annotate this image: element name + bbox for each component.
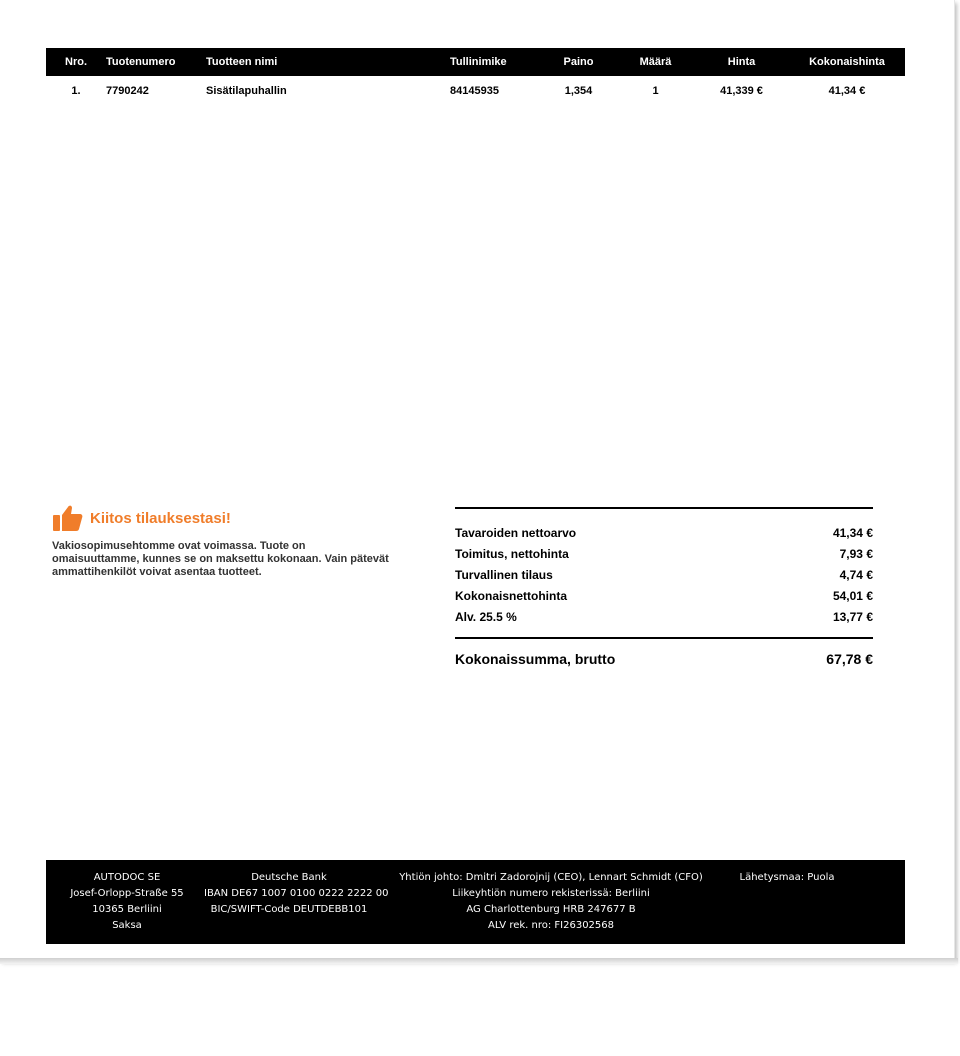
col-header-product-number: Tuotenumero — [106, 48, 206, 76]
page-shadow — [0, 958, 958, 964]
grand-total-label: Kokonaissumma, brutto — [455, 650, 616, 667]
totals-row — [455, 565, 873, 586]
footer-line: Liikeyhtiön numero rekisterissä: Berliini — [452, 888, 650, 899]
table-row — [46, 76, 905, 106]
footer-line: Yhtiön johto: Dmitri Zadorojnij (CEO), Lennart Schmidt (CFO) — [399, 872, 703, 883]
totals-value: 13,77 € — [832, 609, 873, 624]
footer-line: Lähetysmaa: Puola — [739, 872, 835, 883]
totals-row — [455, 544, 873, 565]
footer-company-info — [62, 870, 192, 934]
footer-management-info — [386, 870, 716, 934]
invoice-footer — [46, 860, 905, 944]
table-header-row — [46, 48, 905, 76]
cell-total-price: 41,34 € — [828, 85, 866, 97]
cell-price: 41,339 € — [720, 85, 763, 97]
totals-row — [455, 523, 873, 544]
items-table — [46, 48, 905, 106]
totals-value: 4,74 € — [839, 567, 873, 582]
col-header-price: Hinta — [694, 48, 789, 76]
totals-label: Tavaroiden nettoarvo — [455, 526, 577, 541]
cell-quantity: 1 — [652, 85, 659, 97]
footer-line: Deutsche Bank — [251, 872, 327, 883]
thank-you-header — [52, 503, 392, 533]
cell-customs-code: 84145935 — [450, 85, 499, 97]
grand-total-value: 67,78 € — [826, 650, 873, 667]
totals-summary — [455, 507, 873, 669]
thank-you-title: Kiitos tilauksestasi! — [90, 509, 231, 527]
totals-row — [455, 606, 873, 627]
thumbs-up-icon — [52, 503, 84, 533]
footer-line: Saksa — [112, 920, 142, 931]
footer-line: BIC/SWIFT-Code DEUTDEBB101 — [210, 904, 368, 915]
thank-you-block — [52, 503, 392, 579]
cell-product-name: Sisätilapuhallin — [206, 85, 287, 97]
totals-value: 54,01 € — [832, 588, 873, 603]
totals-label: Turvallinen tilaus — [455, 567, 553, 582]
totals-value: 7,93 € — [839, 547, 873, 562]
footer-line: IBAN DE67 1007 0100 0222 2222 00 — [204, 888, 389, 899]
divider — [455, 637, 873, 639]
footer-line: Josef-Orlopp-Straße 55 — [70, 888, 184, 899]
grand-total-row — [455, 649, 873, 669]
col-header-customs-code: Tullinimike — [450, 48, 540, 76]
footer-bank-info — [204, 870, 389, 918]
footer-shipping-country — [732, 870, 842, 886]
col-header-total-price: Kokonaishinta — [789, 48, 905, 76]
totals-row — [455, 585, 873, 606]
col-header-quantity: Määrä — [617, 48, 694, 76]
footer-line: 10365 Berliini — [92, 904, 162, 915]
totals-value: 41,34 € — [832, 526, 873, 541]
totals-label: Kokonaisnettohinta — [455, 588, 568, 603]
totals-label: Toimitus, nettohinta — [455, 547, 569, 562]
totals-label: Alv. 25.5 % — [455, 609, 517, 624]
col-header-weight: Paino — [540, 48, 617, 76]
footer-line: AUTODOC SE — [93, 872, 161, 883]
col-header-nro: Nro. — [46, 48, 106, 76]
cell-product-number: 7790242 — [106, 85, 149, 97]
col-header-product-name: Tuotteen nimi — [206, 48, 450, 76]
footer-line: AG Charlottenburg HRB 247677 B — [466, 904, 636, 915]
footer-line: ALV rek. nro: FI26302568 — [487, 920, 615, 931]
terms-text: Vakiosopimusehtomme ovat voimassa. Tuote on omaisuuttamme, kunnes se on maksettu kokonaan. Vain pätevät ammattihenkilöt voivat asentaa tuotteet. — [52, 540, 389, 578]
cell-weight: 1,354 — [564, 85, 593, 97]
cell-nro: 1. — [71, 85, 81, 97]
